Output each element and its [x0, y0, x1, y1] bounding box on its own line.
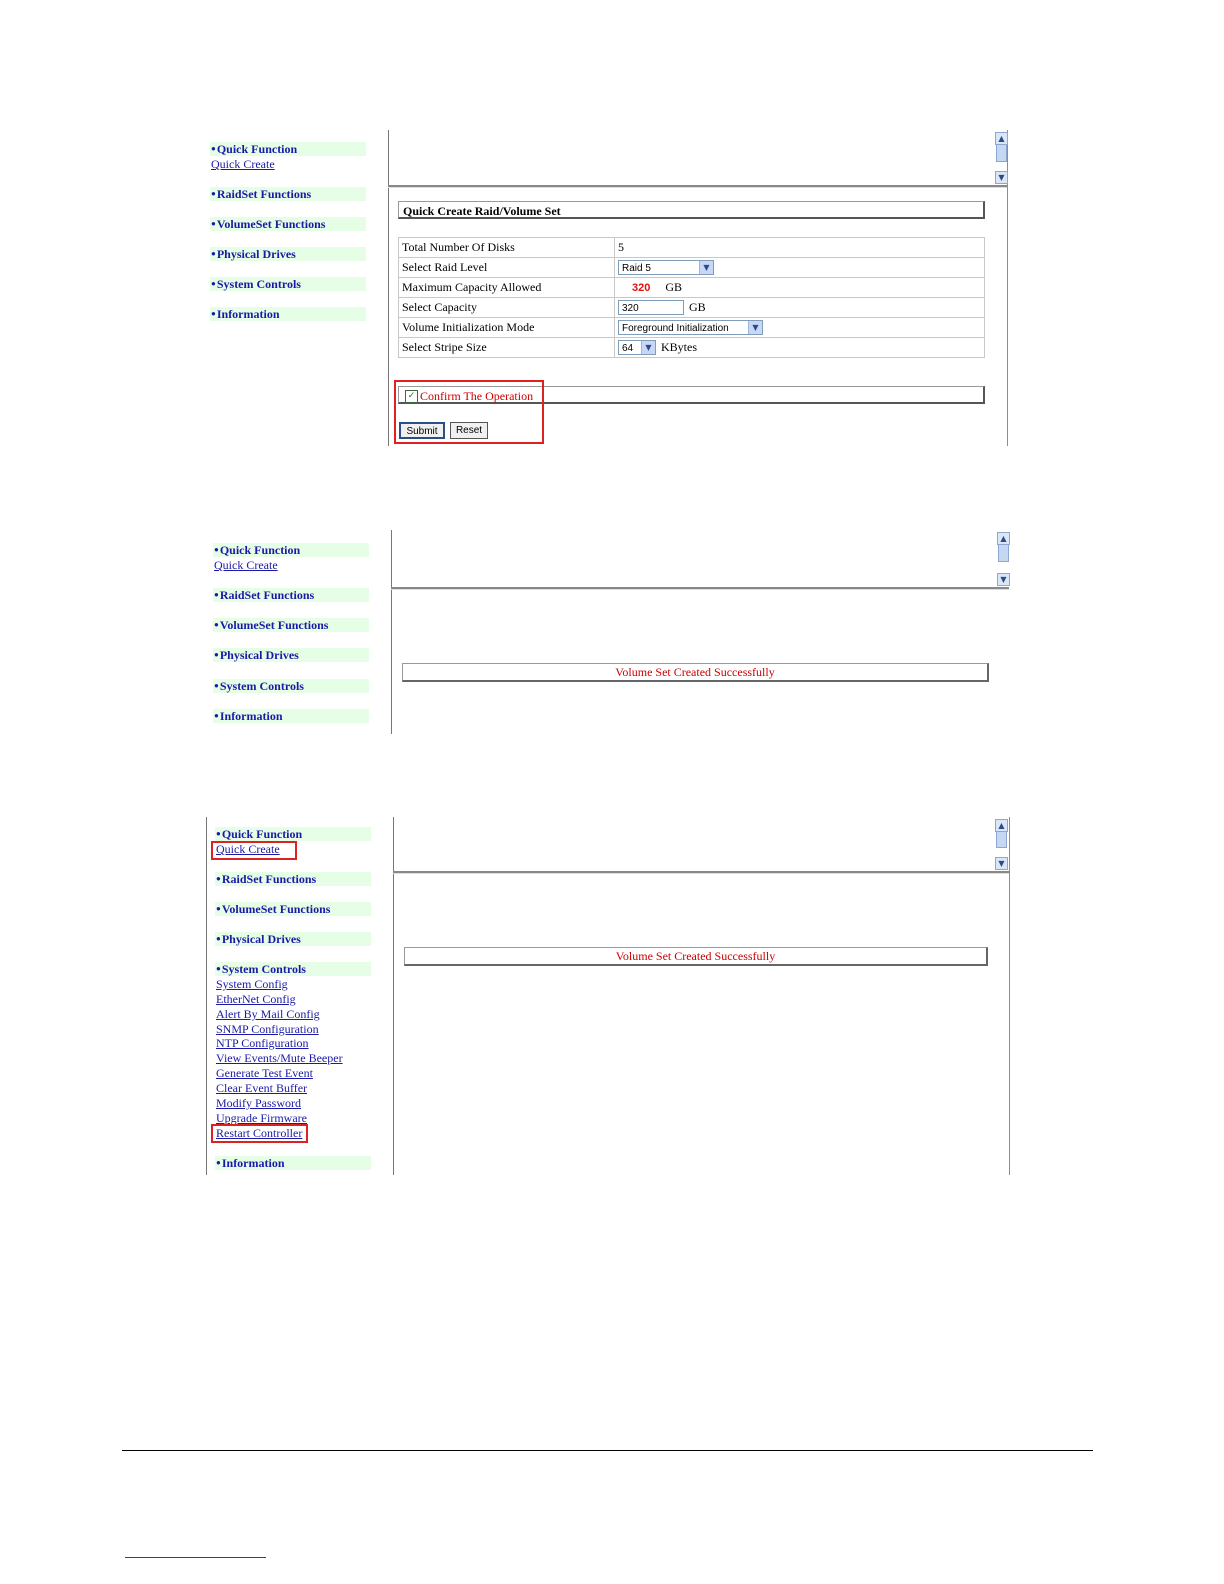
bullet-icon: ●: [214, 681, 219, 690]
max-capacity-unit: GB: [665, 280, 683, 294]
nav-ethernet-config[interactable]: EtherNet Config: [216, 992, 296, 1006]
submit-button[interactable]: Submit: [399, 422, 445, 439]
nav-quick-create[interactable]: Quick Create: [216, 842, 280, 856]
top-frame-scrollbar[interactable]: [995, 819, 1007, 870]
nav-system-config[interactable]: System Config: [216, 977, 288, 991]
screenshot-left-edge: [206, 817, 207, 1175]
max-capacity-label: Maximum Capacity Allowed: [399, 278, 615, 298]
section-physical-drives[interactable]: ●Physical Drives: [210, 247, 366, 261]
bullet-icon: ●: [214, 545, 219, 554]
init-mode-select[interactable]: Foreground Initialization ▼: [618, 320, 763, 335]
section-raidset-functions[interactable]: ●RaidSet Functions: [215, 872, 371, 886]
bullet-icon: ●: [216, 934, 221, 943]
select-capacity-unit: GB: [689, 299, 706, 314]
bullet-icon: ●: [216, 964, 221, 973]
section-system-controls[interactable]: ●System Controls: [210, 277, 366, 291]
frame-divider: [388, 130, 389, 446]
max-capacity-value: 320: [632, 282, 651, 294]
max-capacity-cell: [615, 278, 985, 298]
section-physical-drives[interactable]: ●Physical Drives: [213, 648, 369, 662]
success-message: Volume Set Created Successfully: [404, 947, 988, 966]
bullet-icon: ●: [214, 590, 219, 599]
scroll-down-icon[interactable]: ▼: [995, 857, 1008, 870]
nav-snmp-configuration[interactable]: SNMP Configuration: [216, 1022, 319, 1036]
nav-view-events-mute-beeper[interactable]: View Events/Mute Beeper: [216, 1051, 343, 1065]
bullet-icon: ●: [216, 904, 221, 913]
table-row: [399, 258, 985, 278]
footer-link-underline: [125, 1557, 266, 1558]
table-row: [399, 238, 985, 258]
nav-clear-event-buffer[interactable]: Clear Event Buffer: [216, 1081, 308, 1095]
scroll-up-icon[interactable]: ▲: [997, 532, 1010, 545]
section-quick-function[interactable]: ●Quick Function: [210, 142, 366, 156]
nav-restart-controller[interactable]: Restart Controller: [216, 1126, 303, 1140]
table-row: [399, 298, 985, 318]
screenshot-restart-controller: [206, 817, 1012, 1175]
success-message: Volume Set Created Successfully: [402, 663, 989, 682]
section-information[interactable]: ●Information: [213, 709, 369, 723]
section-quick-function[interactable]: ●Quick Function: [213, 543, 369, 557]
capacity-input[interactable]: 320: [618, 300, 684, 315]
stripe-size-cell: [615, 338, 985, 358]
scroll-up-icon[interactable]: ▲: [995, 819, 1008, 832]
nav-modify-password[interactable]: Modify Password: [216, 1096, 302, 1110]
frame-top-divider: [391, 587, 1009, 590]
scroll-thumb[interactable]: [998, 544, 1009, 562]
nav-ntp-configuration[interactable]: NTP Configuration: [216, 1036, 309, 1050]
stripe-size-unit: KBytes: [661, 339, 697, 354]
bullet-icon: ●: [211, 144, 216, 153]
nav-quick-create[interactable]: Quick Create: [211, 157, 275, 171]
section-information[interactable]: ●Information: [215, 1156, 371, 1170]
bullet-icon: ●: [216, 829, 221, 838]
highlight-quick-create: [211, 841, 297, 860]
frame-top-divider: [388, 185, 1008, 188]
highlight-confirm-submit: [394, 380, 544, 444]
nav-quick-create[interactable]: Quick Create: [214, 558, 278, 572]
section-raidset-functions[interactable]: ●RaidSet Functions: [210, 187, 366, 201]
bullet-icon: ●: [214, 650, 219, 659]
bullet-icon: ●: [214, 620, 219, 629]
chevron-down-icon[interactable]: ▼: [699, 261, 713, 274]
frame-top-divider: [393, 871, 1010, 874]
section-volumeset-functions[interactable]: ●VolumeSet Functions: [210, 217, 366, 231]
bullet-icon: ●: [216, 874, 221, 883]
section-quick-function[interactable]: ●Quick Function: [215, 827, 371, 841]
section-raidset-functions[interactable]: ●RaidSet Functions: [213, 588, 369, 602]
window-edge: [1009, 817, 1010, 1175]
select-capacity-cell: [615, 298, 985, 318]
nav-generate-test-event[interactable]: Generate Test Event: [216, 1066, 313, 1080]
bullet-icon: ●: [211, 309, 216, 318]
table-row: [399, 278, 985, 298]
stripe-size-label: Select Stripe Size: [399, 338, 615, 358]
table-row: [399, 338, 985, 358]
scroll-thumb[interactable]: [996, 831, 1007, 848]
bullet-icon: ●: [211, 219, 216, 228]
screenshot-quick-create-form: [210, 130, 1010, 446]
chevron-down-icon[interactable]: ▼: [641, 341, 655, 354]
scroll-down-icon[interactable]: ▼: [995, 171, 1008, 184]
screenshot-volume-created: [213, 530, 1011, 734]
scroll-thumb[interactable]: [996, 144, 1007, 162]
init-mode-label: Volume Initialization Mode: [399, 318, 615, 338]
init-mode-cell: [615, 318, 985, 338]
bullet-icon: ●: [211, 249, 216, 258]
highlight-restart-controller: [211, 1124, 308, 1143]
bullet-icon: ●: [211, 189, 216, 198]
section-system-controls[interactable]: ●System Controls: [213, 679, 369, 693]
top-frame-scrollbar[interactable]: [995, 132, 1007, 184]
raid-level-cell: [615, 258, 985, 278]
reset-button[interactable]: Reset: [450, 422, 488, 439]
stripe-size-select[interactable]: 64 ▼: [618, 340, 656, 355]
total-disks-label: Total Number Of Disks: [399, 238, 615, 258]
footer-divider: [122, 1450, 1093, 1451]
section-system-controls[interactable]: ●System Controls: [215, 962, 371, 976]
top-frame-scrollbar[interactable]: [997, 532, 1009, 586]
section-information[interactable]: ●Information: [210, 307, 366, 321]
nav-alert-by-mail-config[interactable]: Alert By Mail Config: [216, 1007, 320, 1021]
confirm-label: Confirm The Operation: [420, 389, 534, 403]
section-volumeset-functions[interactable]: ●VolumeSet Functions: [213, 618, 369, 632]
quick-create-table: [398, 237, 985, 358]
form-title: Quick Create Raid/Volume Set: [398, 201, 985, 219]
chevron-down-icon[interactable]: ▼: [748, 321, 762, 334]
bullet-icon: ●: [211, 279, 216, 288]
total-disks-value: 5: [615, 238, 985, 258]
scroll-up-icon[interactable]: ▲: [995, 132, 1008, 145]
table-row: [399, 318, 985, 338]
frame-divider: [391, 530, 392, 734]
confirm-checkbox[interactable]: ✓: [405, 390, 418, 403]
raid-level-label: Select Raid Level: [399, 258, 615, 278]
section-volumeset-functions[interactable]: ●VolumeSet Functions: [215, 902, 371, 916]
bullet-icon: ●: [214, 711, 219, 720]
section-physical-drives[interactable]: ●Physical Drives: [215, 932, 371, 946]
scroll-down-icon[interactable]: ▼: [997, 573, 1010, 586]
raid-level-select[interactable]: Raid 5 ▼: [618, 260, 714, 275]
nav-upgrade-firmware[interactable]: Upgrade Firmware: [216, 1111, 307, 1125]
bullet-icon: ●: [216, 1158, 221, 1167]
select-capacity-label: Select Capacity: [399, 298, 615, 318]
